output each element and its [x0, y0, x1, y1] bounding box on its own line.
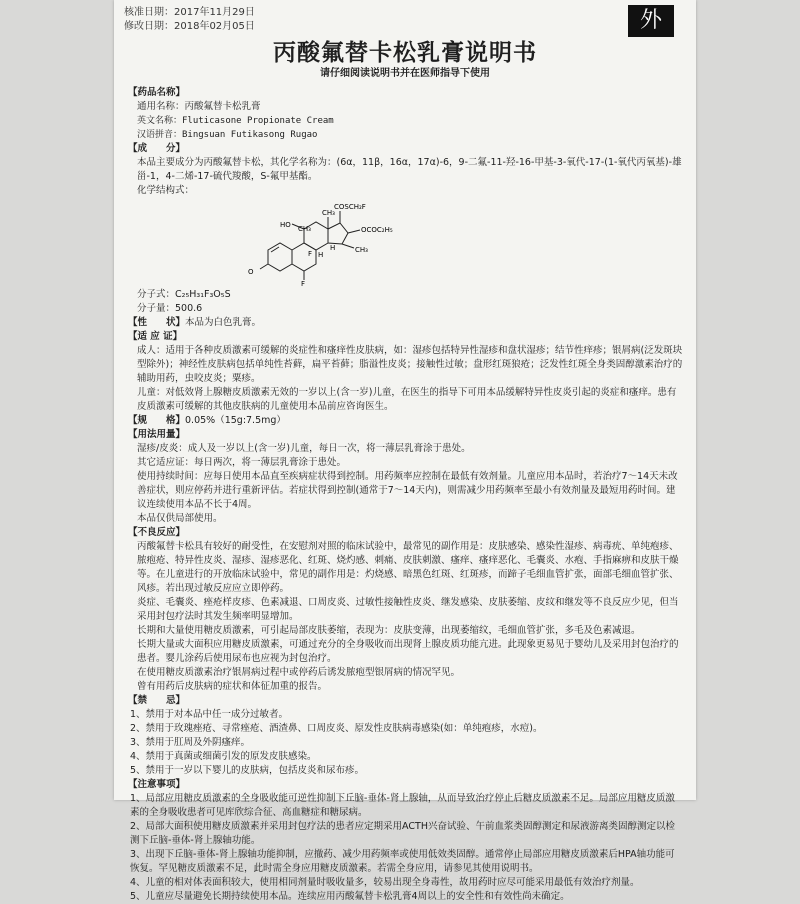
- precaution-item: 4、儿童的相对体表面积较大，使用相同剂量时吸收量多，较易出现全身毒性，故用药时应尽可能采用最低有效治疗剂量。: [130, 877, 640, 888]
- usage-other: 其它适应证：每日两次，将一薄层乳膏涂于患处。: [137, 457, 347, 468]
- contraindication-item: 1、禁用于对本品中任一成分过敏者。: [130, 709, 289, 720]
- adverse-p6: 曾有用药后皮肤病的症状和体征加重的报告。: [137, 681, 328, 692]
- chem-label-ch3-16: CH₃: [355, 246, 368, 254]
- usage-topical-only: 本品仅供局部使用。: [137, 513, 223, 524]
- spec-text: 0.05%（15g:7.5mg）: [185, 415, 286, 426]
- section-heading-character: 【性 状】: [128, 317, 186, 328]
- chem-label-ch3-10: CH₃: [298, 225, 311, 233]
- molecular-weight: 分子量：500.6: [137, 303, 203, 314]
- generic-name: 通用名称：丙酸氟替卡松乳膏: [137, 101, 261, 112]
- chem-label-h-14: H: [330, 244, 336, 252]
- precaution-item: 1、局部应用糖皮质激素的全身吸收能可逆性抑制下丘脑-垂体-肾上腺轴，从而导致治疗停止后糖皮质激素不足。局部应用糖皮质激素的全身吸收患者可见库欣综合征、高血糖症和糖尿病。: [130, 793, 675, 818]
- section-heading-usage: 【用法用量】: [128, 429, 186, 440]
- contraindication-item: 4、禁用于真菌或细菌引发的原发皮肤感染。: [130, 751, 317, 762]
- adverse-p4: 长期大量或大面积应用糖皮质激素，可通过充分的全身吸收而出现肾上腺皮质功能亢进。此现象更易见于婴幼儿及采用封包治疗的患者。婴儿涂药后使用尿布也应视为封包治疗。: [137, 639, 679, 664]
- chem-label-ococ2h5: OCOC₂H₅: [361, 226, 393, 234]
- usage-eczema: 湿疹/皮炎：成人及一岁以上(含一岁)儿童，每日一次，将一薄层乳膏涂于患处。: [137, 443, 471, 454]
- adverse-p5: 在使用糖皮质激素治疗银屑病过程中或停药后诱发脓疱型银屑病的情况罕见。: [137, 667, 461, 678]
- document-title: 丙酸氟替卡松乳膏说明书: [273, 40, 537, 66]
- section-heading-contraindications: 【禁 忌】: [128, 695, 186, 706]
- usage-duration: 使用持续时间：应每日使用本品直至疾病症状得到控制。用药频率应控制在最低有效剂量。儿童应用本品时，若治疗7～14天未改善症状，则应停药并进行重新评估。若症状得到控制(通常于7～14天内)，则需减少用药频率至最小有效剂量及最短用药时间。建议连续使用本品不长于4周。: [137, 471, 678, 510]
- character-text: 本品为白色乳膏。: [185, 317, 262, 328]
- chemical-structure: [128, 200, 684, 286]
- pinyin-name: 汉语拼音：Bingsuan Futikasong Rugao: [137, 130, 318, 140]
- revision-date: 修改日期：2018年02月05日: [124, 21, 255, 32]
- chem-label-cosch2f: COSCH₂F: [334, 203, 366, 211]
- external-use-badge: 外: [628, 5, 674, 37]
- contraindication-item: 5、禁用于一岁以下婴儿的皮肤病，包括皮炎和尿布疹。: [130, 765, 365, 776]
- composition-text: 本品主要成分为丙酸氟替卡松，其化学名称为：(6α，11β，16α，17α)-6，9-二氟-11-羟-16-甲基-3-氧代-17-(1-氧代丙氧基)-雄甾-1，4-二烯-17-硫代羧酸，S-氟甲基酯。: [137, 157, 682, 182]
- chem-label-oxo: O: [248, 268, 254, 276]
- adverse-p2: 炎症、毛囊炎、痤疮样皮疹、色素减退、口周皮炎、过敏性接触性皮炎、继发感染、皮肤萎缩、皮纹和继发等不良反应少见，但当采用封包疗法时其发生频率明显增加。: [137, 597, 679, 622]
- leaflet-body: [128, 86, 684, 904]
- chem-label-f-9: F: [308, 250, 313, 258]
- indications-children: 儿童：对低效肾上腺糖皮质激素无效的一岁以上(含一岁)儿童，在医生的指导下可用本品缓解特异性皮炎引起的炎症和瘙痒。患有皮质激素可缓解的其他皮肤病的儿童使用本品前应咨询医生。: [137, 387, 677, 412]
- chem-label-hydroxyl: HO: [280, 221, 291, 229]
- precaution-item: 2、局部大面积使用糖皮质激素并采用封包疗法的患者应定期采用ACTH兴奋试验、午前血浆类固醇测定和尿液游离类固醇测定以检测下丘脑-垂体-肾上腺轴功能。: [130, 821, 675, 846]
- chem-label-ch3-13: CH₃: [322, 209, 335, 217]
- english-name: 英文名称：Fluticasone Propionate Cream: [137, 116, 334, 126]
- structure-label: 化学结构式：: [137, 185, 195, 196]
- document-subtitle: 请仔细阅读说明书并在医师指导下使用: [320, 68, 490, 79]
- contraindication-item: 2、禁用于玫瑰痤疮、寻常痤疮、酒渣鼻、口周皮炎、原发性皮肤病毒感染(如：单纯疱疹，水痘)。: [130, 723, 543, 734]
- precaution-item: 3、出现下丘脑-垂体-肾上腺轴功能抑制，应撤药、减少用药频率或使用低效类固醇。通常停止局部应用糖皮质激素后HPA轴功能可恢复。罕见糖皮质激素不足，此时需全身应用糖皮质激素。若需全身应用，请参见其使用说明书。: [130, 849, 675, 874]
- chem-label-f-6: F: [301, 280, 306, 288]
- approval-date: 核准日期：2017年11月29日: [124, 7, 255, 18]
- section-heading-spec: 【规 格】: [128, 415, 186, 426]
- chem-label-h-8: H: [318, 251, 324, 259]
- molecular-formula: 分子式：C₂₅H₃₁F₃O₅S: [137, 289, 231, 300]
- section-heading-precautions: 【注意事项】: [128, 779, 186, 790]
- contraindication-item: 3、禁用于肛周及外阴瘙痒。: [130, 737, 251, 748]
- section-heading-adverse: 【不良反应】: [128, 527, 186, 538]
- section-heading-composition: 【成 分】: [128, 143, 186, 154]
- indications-adults: 成人：适用于各种皮质激素可缓解的炎症性和瘙痒性皮肤病，如：湿疹包括特异性湿疹和盘状湿疹；结节性痒疹；银屑病(泛发斑块型除外)；神经性皮肤病包括单纯性苔藓，扁平苔藓；脂溢性皮炎；接触性过敏；盘形红斑狼疮；泛发性红斑全身类固醇激素治疗的辅助用药，虫咬皮炎；粟疹。: [137, 345, 683, 384]
- adverse-p3: 长期和大量使用糖皮质激素，可引起局部皮肤萎缩，表现为：皮肤变薄，出现萎缩纹，毛细血管扩张，多毛及色素减退。: [137, 625, 641, 636]
- section-heading-indications: 【适 应 证】: [128, 331, 183, 342]
- section-heading-drug-name: 【药品名称】: [128, 87, 186, 98]
- adverse-p1: 丙酸氟替卡松具有较好的耐受性，在安慰剂对照的临床试验中，最常见的副作用是：皮肤感染、感染性湿疹、病毒疣、单纯疱疹、脓疱疮、特异性皮炎、湿疹、湿疹恶化、红斑、烧灼感、刺痛、皮肤刺激、瘙痒、瘙痒恶化、毛囊炎、水疱、手指麻痹和皮肤干燥等。在儿童进行的开放临床试验中，常见的副作用是：灼烧感、暗黑色红斑、红斑疹，而蹄子毛细血管扩张，面部毛细血管扩张、风疹。若出现过敏反应应立即停药。: [137, 541, 679, 594]
- leaflet-page: [114, 0, 696, 902]
- precaution-item: 5、儿童应尽量避免长期持续使用本品。连续应用丙酸氟替卡松乳膏4周以上的安全性和有效性尚未确定。: [130, 891, 570, 902]
- chemical-structure-drawing: [248, 200, 488, 286]
